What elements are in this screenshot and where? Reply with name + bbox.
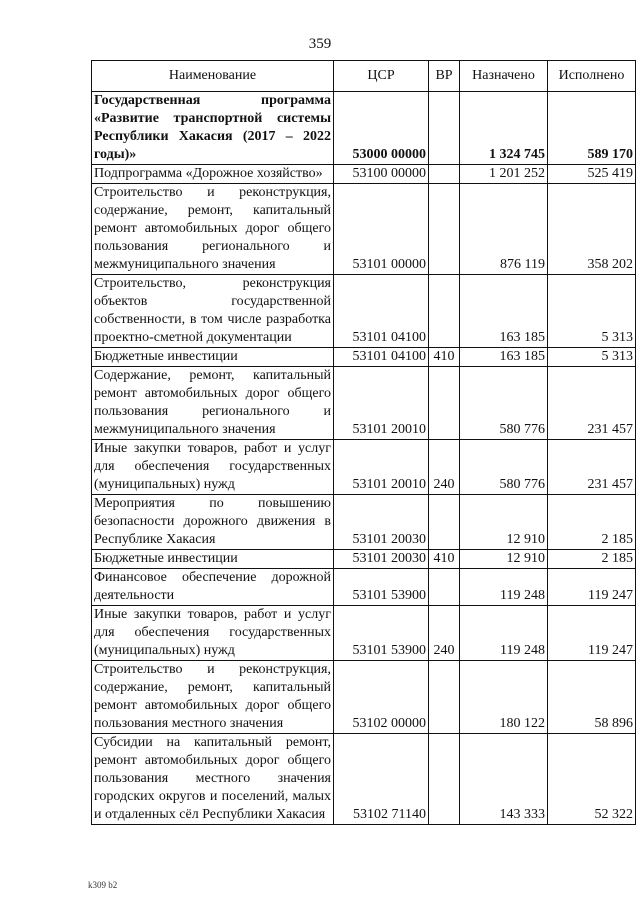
row-vr-cell [429, 92, 460, 165]
row-name-cell: Иные закупки товаров, работ и услуг для обеспечения государственных (муниципальных) нужд [92, 606, 334, 661]
table-row [92, 275, 636, 348]
row-csr-cell: 53102 71140 [334, 734, 429, 825]
row-name-cell: Финансовое обеспечение дорожной деятельности [92, 569, 334, 606]
budget-table [91, 60, 636, 825]
row-name-cell: Содержание, ремонт, капитальный ремонт автомобильных дорог общего пользования регионального и межмуниципального значения [92, 367, 334, 440]
row-assigned-cell: 119 248 [460, 569, 548, 606]
page-number: 359 [308, 36, 332, 52]
row-vr-cell [429, 184, 460, 275]
row-vr-cell [429, 367, 460, 440]
table-row [92, 348, 636, 367]
row-name-cell: Субсидии на капитальный ремонт, ремонт автомобильных дорог общего пользования местного значения городских округов и поселений, малых и отдаленных сёл Республики Хакасия [92, 734, 334, 825]
table-row [92, 661, 636, 734]
table-row [92, 550, 636, 569]
row-csr-cell: 53101 53900 [334, 606, 429, 661]
row-csr-cell: 53101 04100 [334, 275, 429, 348]
row-assigned-cell: 163 185 [460, 348, 548, 367]
row-executed-cell: 358 202 [548, 184, 636, 275]
row-name-cell: Иные закупки товаров, работ и услуг для обеспечения государственных (муниципальных) нужд [92, 440, 334, 495]
row-assigned-cell: 143 333 [460, 734, 548, 825]
row-csr-cell: 53102 00000 [334, 661, 429, 734]
row-executed-cell: 2 185 [548, 550, 636, 569]
row-executed-cell: 525 419 [548, 165, 636, 184]
row-name-cell: Государственная программа «Развитие транспортной системы Республики Хакасия (2017 – 2022 годы)» [92, 92, 334, 165]
row-name-cell: Мероприятия по повышению безопасности дорожного движения в Республике Хакасия [92, 495, 334, 550]
table-header-row [92, 61, 636, 92]
table-body [92, 92, 636, 825]
table-row [92, 606, 636, 661]
row-executed-cell: 5 313 [548, 275, 636, 348]
row-assigned-cell: 580 776 [460, 367, 548, 440]
table-row [92, 569, 636, 606]
row-name-cell: Подпрограмма «Дорожное хозяйство» [92, 165, 334, 184]
row-name-cell: Строительство, реконструкция объектов государственной собственности, в том числе разработка проектно-сметной документации [92, 275, 334, 348]
header-csr: ЦСР [334, 61, 429, 92]
row-assigned-cell: 119 248 [460, 606, 548, 661]
table-row [92, 495, 636, 550]
row-assigned-cell: 1 324 745 [460, 92, 548, 165]
row-csr-cell: 53101 20010 [334, 440, 429, 495]
row-assigned-cell: 12 910 [460, 550, 548, 569]
table-row [92, 367, 636, 440]
row-executed-cell: 5 313 [548, 348, 636, 367]
row-name-cell: Бюджетные инвестиции [92, 348, 334, 367]
row-csr-cell: 53101 04100 [334, 348, 429, 367]
row-vr-cell [429, 495, 460, 550]
row-assigned-cell: 876 119 [460, 184, 548, 275]
row-csr-cell: 53100 00000 [334, 165, 429, 184]
row-assigned-cell: 163 185 [460, 275, 548, 348]
row-csr-cell: 53000 00000 [334, 92, 429, 165]
row-vr-cell [429, 165, 460, 184]
row-assigned-cell: 580 776 [460, 440, 548, 495]
row-name-cell: Строительство и реконструкция, содержание, ремонт, капитальный ремонт автомобильных дорог общего пользования местного значения [92, 661, 334, 734]
row-assigned-cell: 12 910 [460, 495, 548, 550]
table-row [92, 734, 636, 825]
header-vr: ВР [429, 61, 460, 92]
header-name: Наименование [92, 61, 334, 92]
table-row [92, 165, 636, 184]
row-executed-cell: 58 896 [548, 661, 636, 734]
row-executed-cell: 231 457 [548, 367, 636, 440]
row-vr-cell [429, 734, 460, 825]
row-name-cell: Строительство и реконструкция, содержание, ремонт, капитальный ремонт автомобильных дорог общего пользования регионального и межмуниципального значения [92, 184, 334, 275]
row-vr-cell [429, 661, 460, 734]
row-csr-cell: 53101 20030 [334, 550, 429, 569]
row-executed-cell: 119 247 [548, 569, 636, 606]
row-csr-cell: 53101 00000 [334, 184, 429, 275]
row-csr-cell: 53101 20030 [334, 495, 429, 550]
header-assigned: Назначено [460, 61, 548, 92]
row-assigned-cell: 180 122 [460, 661, 548, 734]
row-executed-cell: 2 185 [548, 495, 636, 550]
row-csr-cell: 53101 53900 [334, 569, 429, 606]
row-executed-cell: 52 322 [548, 734, 636, 825]
row-vr-cell: 240 [429, 606, 460, 661]
row-csr-cell: 53101 20010 [334, 367, 429, 440]
header-executed: Исполнено [548, 61, 636, 92]
row-executed-cell: 119 247 [548, 606, 636, 661]
table-row [92, 184, 636, 275]
row-name-cell: Бюджетные инвестиции [92, 550, 334, 569]
row-vr-cell: 410 [429, 348, 460, 367]
row-vr-cell [429, 569, 460, 606]
row-assigned-cell: 1 201 252 [460, 165, 548, 184]
row-vr-cell: 410 [429, 550, 460, 569]
row-vr-cell [429, 275, 460, 348]
table-row [92, 92, 636, 165]
row-vr-cell: 240 [429, 440, 460, 495]
row-executed-cell: 231 457 [548, 440, 636, 495]
table-row [92, 440, 636, 495]
row-executed-cell: 589 170 [548, 92, 636, 165]
footer-code: k309 b2 [88, 880, 118, 890]
